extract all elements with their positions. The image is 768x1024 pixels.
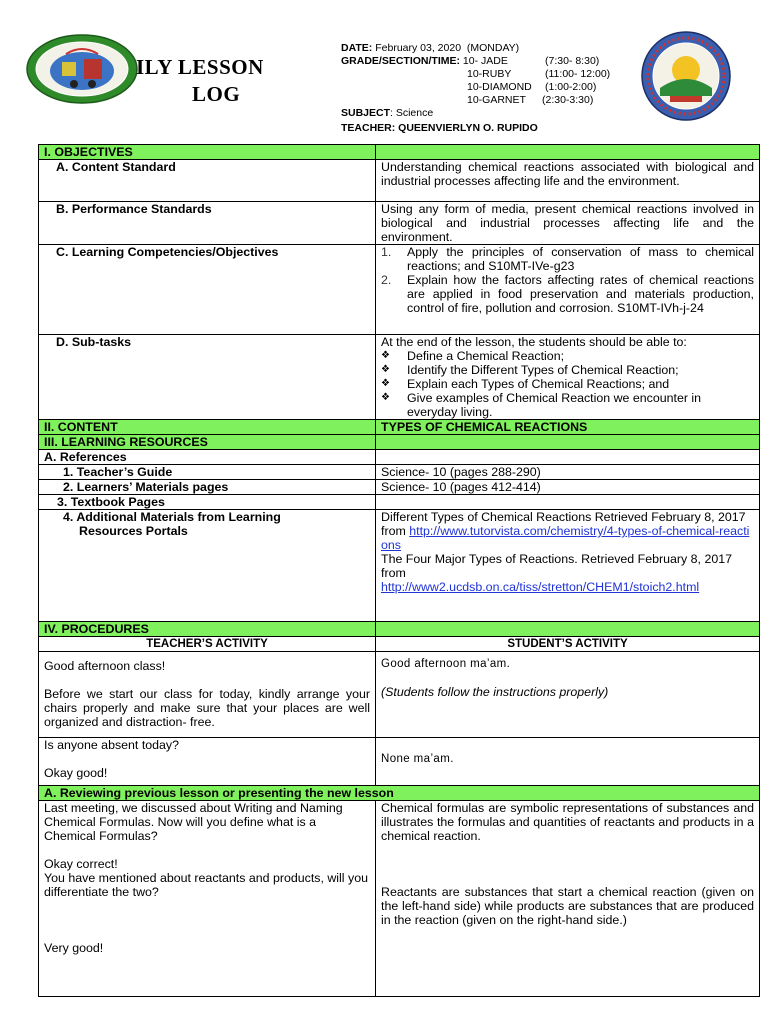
tutorvista-link[interactable]: http://www.tutorvista.com/chemistry/4-types-of-chemical-reactions bbox=[381, 524, 750, 552]
teacher-activity-header: TEACHER’S ACTIVITY bbox=[39, 637, 376, 652]
content-standard-row bbox=[39, 160, 760, 202]
item-number: 1. bbox=[381, 245, 392, 259]
content-row bbox=[39, 420, 760, 435]
competencies-row bbox=[39, 245, 760, 335]
student-review-answer-2: Reactants are substances that start a chemical reaction (given on the left-hand side) while products are substances that are produced in the reaction (given on the right-hand side.) bbox=[381, 885, 754, 927]
subtasks-row bbox=[39, 335, 760, 420]
section-name: 10-DIAMOND bbox=[467, 81, 532, 93]
list-item bbox=[381, 363, 754, 377]
student-review-answer-1: Chemical formulas are symbolic representations of substances and illustrates the formulas and quantities of reactants and products in a chemical reaction. bbox=[381, 801, 754, 843]
title-part1: ILY LESSON bbox=[136, 55, 264, 79]
list-item bbox=[381, 273, 754, 315]
item-text: Identify the Different Types of Chemical Reaction; bbox=[407, 363, 679, 377]
additional-ref-2: The Four Major Types of Reactions. Retrieved February 8, 2017 from bbox=[381, 552, 733, 580]
date-label: DATE: bbox=[341, 42, 373, 54]
performance-row bbox=[39, 202, 760, 245]
review-heading: A. Reviewing previous lesson or presenting the new lesson bbox=[39, 786, 760, 801]
teacher-review-good: Very good! bbox=[44, 941, 104, 955]
teacher-instruction: Before we start our class for today, kindly arrange your chairs properly and make sure that your places are well organized and distraction- free. bbox=[44, 687, 370, 729]
procedures-row bbox=[39, 622, 760, 637]
division-seal-logo bbox=[640, 30, 732, 122]
textbook-label: 3. Textbook Pages bbox=[39, 495, 376, 510]
list-item bbox=[381, 391, 754, 419]
subject-value: : Science bbox=[390, 107, 434, 119]
additional-materials-row bbox=[39, 510, 760, 622]
student-none: None ma’am. bbox=[381, 753, 454, 765]
title-part2: LOG bbox=[192, 82, 241, 106]
item-text: Apply the principles of conservation of mass to chemical reactions; and S10MT-IVe-g23 bbox=[407, 245, 754, 273]
section-name: 10-GARNET bbox=[467, 94, 526, 106]
section-name: 10-RUBY bbox=[467, 68, 512, 80]
list-item bbox=[381, 377, 754, 391]
performance-label: B. Performance Standards bbox=[39, 202, 376, 245]
from-text: from bbox=[381, 524, 410, 538]
teacher-absent-question: Is anyone absent today? bbox=[44, 738, 180, 752]
resources-row bbox=[39, 435, 760, 450]
additional-label-cont: Resources Portals bbox=[79, 524, 188, 538]
item-text: Give examples of Chemical Reaction we encounter in everyday living. bbox=[407, 391, 702, 419]
date-line bbox=[341, 42, 519, 55]
grade-line bbox=[341, 55, 508, 68]
objectives-heading: I. OBJECTIVES bbox=[39, 145, 376, 160]
subtasks-label: D. Sub-tasks bbox=[39, 335, 376, 420]
section-name: 10- JADE bbox=[460, 55, 508, 67]
section-time: (11:00- 12:00) bbox=[545, 68, 611, 80]
teacher-review-correct: Okay correct! bbox=[44, 857, 118, 871]
subtasks-list bbox=[381, 349, 754, 419]
date-value: February 03, 2020 (MONDAY) bbox=[372, 42, 520, 54]
item-number: 2. bbox=[381, 273, 392, 287]
references-row bbox=[39, 450, 760, 465]
diamond-bullet-icon: ❖ bbox=[381, 392, 390, 403]
content-value: TYPES OF CHEMICAL REACTIONS bbox=[376, 420, 760, 435]
grade-label: GRADE/SECTION/TIME: bbox=[341, 55, 461, 67]
content-heading: II. CONTENT bbox=[39, 420, 376, 435]
student-greeting: Good afternoon ma’am. bbox=[381, 658, 511, 670]
review-row bbox=[39, 801, 760, 997]
procedures-heading: IV. PROCEDURES bbox=[39, 622, 376, 637]
greeting-row bbox=[39, 652, 760, 738]
section-time: (2:30-3:30) bbox=[542, 94, 594, 106]
activity-header-row bbox=[39, 637, 760, 652]
item-text: Explain how the factors affecting rates of chemical reactions are applied in food preservation and materials production, control of fire, pollution and corrosion. S10MT-IVh-j-24 bbox=[407, 273, 754, 315]
review-heading-row bbox=[39, 786, 760, 801]
subject-label: SUBJECT bbox=[341, 107, 391, 119]
teachers-guide-row bbox=[39, 465, 760, 480]
learners-row bbox=[39, 480, 760, 495]
resources-heading: III. LEARNING RESOURCES bbox=[39, 435, 376, 450]
performance-text: Using any form of media, present chemical reactions involved in biological and industrial processes affecting life and the environment. bbox=[376, 202, 760, 245]
item-text: Explain each Types of Chemical Reactions; and bbox=[407, 377, 670, 391]
attendance-row bbox=[39, 738, 760, 786]
references-label: A. References bbox=[39, 450, 376, 465]
item-text: Define a Chemical Reaction; bbox=[407, 349, 565, 363]
additional-label: 4. Additional Materials from Learning bbox=[63, 510, 281, 524]
diamond-bullet-icon: ❖ bbox=[381, 364, 390, 375]
diamond-bullet-icon: ❖ bbox=[381, 378, 390, 389]
learners-value: Science- 10 (pages 412-414) bbox=[376, 480, 760, 495]
teachers-guide-label: 1. Teacher’s Guide bbox=[39, 465, 376, 480]
competencies-label: C. Learning Competencies/Objectives bbox=[39, 245, 376, 335]
teacher-line: TEACHER: QUEENVIERLYN O. RUPIDO bbox=[341, 122, 538, 134]
section-time: (1:00-2:00) bbox=[545, 81, 597, 93]
content-standard-text: Understanding chemical reactions associated with biological and industrial processes affecting life and the environment. bbox=[376, 160, 760, 202]
teachers-guide-value: Science- 10 (pages 288-290) bbox=[376, 465, 760, 480]
subject-line bbox=[341, 107, 433, 120]
competencies-list bbox=[381, 245, 754, 315]
teacher-okay: Okay good! bbox=[44, 766, 108, 780]
section-time: (7:30- 8:30) bbox=[545, 55, 600, 67]
objectives-row bbox=[39, 145, 760, 160]
student-activity-header: STUDENT’S ACTIVITY bbox=[376, 637, 760, 652]
textbook-row bbox=[39, 495, 760, 510]
list-item bbox=[381, 245, 754, 273]
additional-ref-1: Different Types of Chemical Reactions Retrieved February 8, 2017 bbox=[381, 510, 746, 524]
student-instruction: (Students follow the instructions properly) bbox=[381, 685, 609, 699]
teacher-review-question: Last meeting, we discussed about Writing and Naming Chemical Formulas. Now will you define what is a Chemical Formulas? bbox=[44, 801, 343, 843]
teacher-review-followup: You have mentioned about reactants and products, will you differentiate the two? bbox=[44, 871, 368, 899]
content-standard-label: A. Content Standard bbox=[39, 160, 376, 202]
diamond-bullet-icon: ❖ bbox=[381, 350, 390, 361]
ucdsb-link[interactable]: http://www2.ucdsb.on.ca/tiss/stretton/CHEM1/stoich2.html bbox=[381, 580, 700, 594]
lesson-log-table bbox=[38, 144, 760, 997]
subtasks-intro: At the end of the lesson, the students should be able to: bbox=[381, 335, 687, 349]
list-item bbox=[381, 349, 754, 363]
learners-label: 2. Learners’ Materials pages bbox=[39, 480, 376, 495]
teacher-greeting: Good afternoon class! bbox=[44, 659, 166, 673]
school-seal-logo bbox=[26, 34, 138, 104]
